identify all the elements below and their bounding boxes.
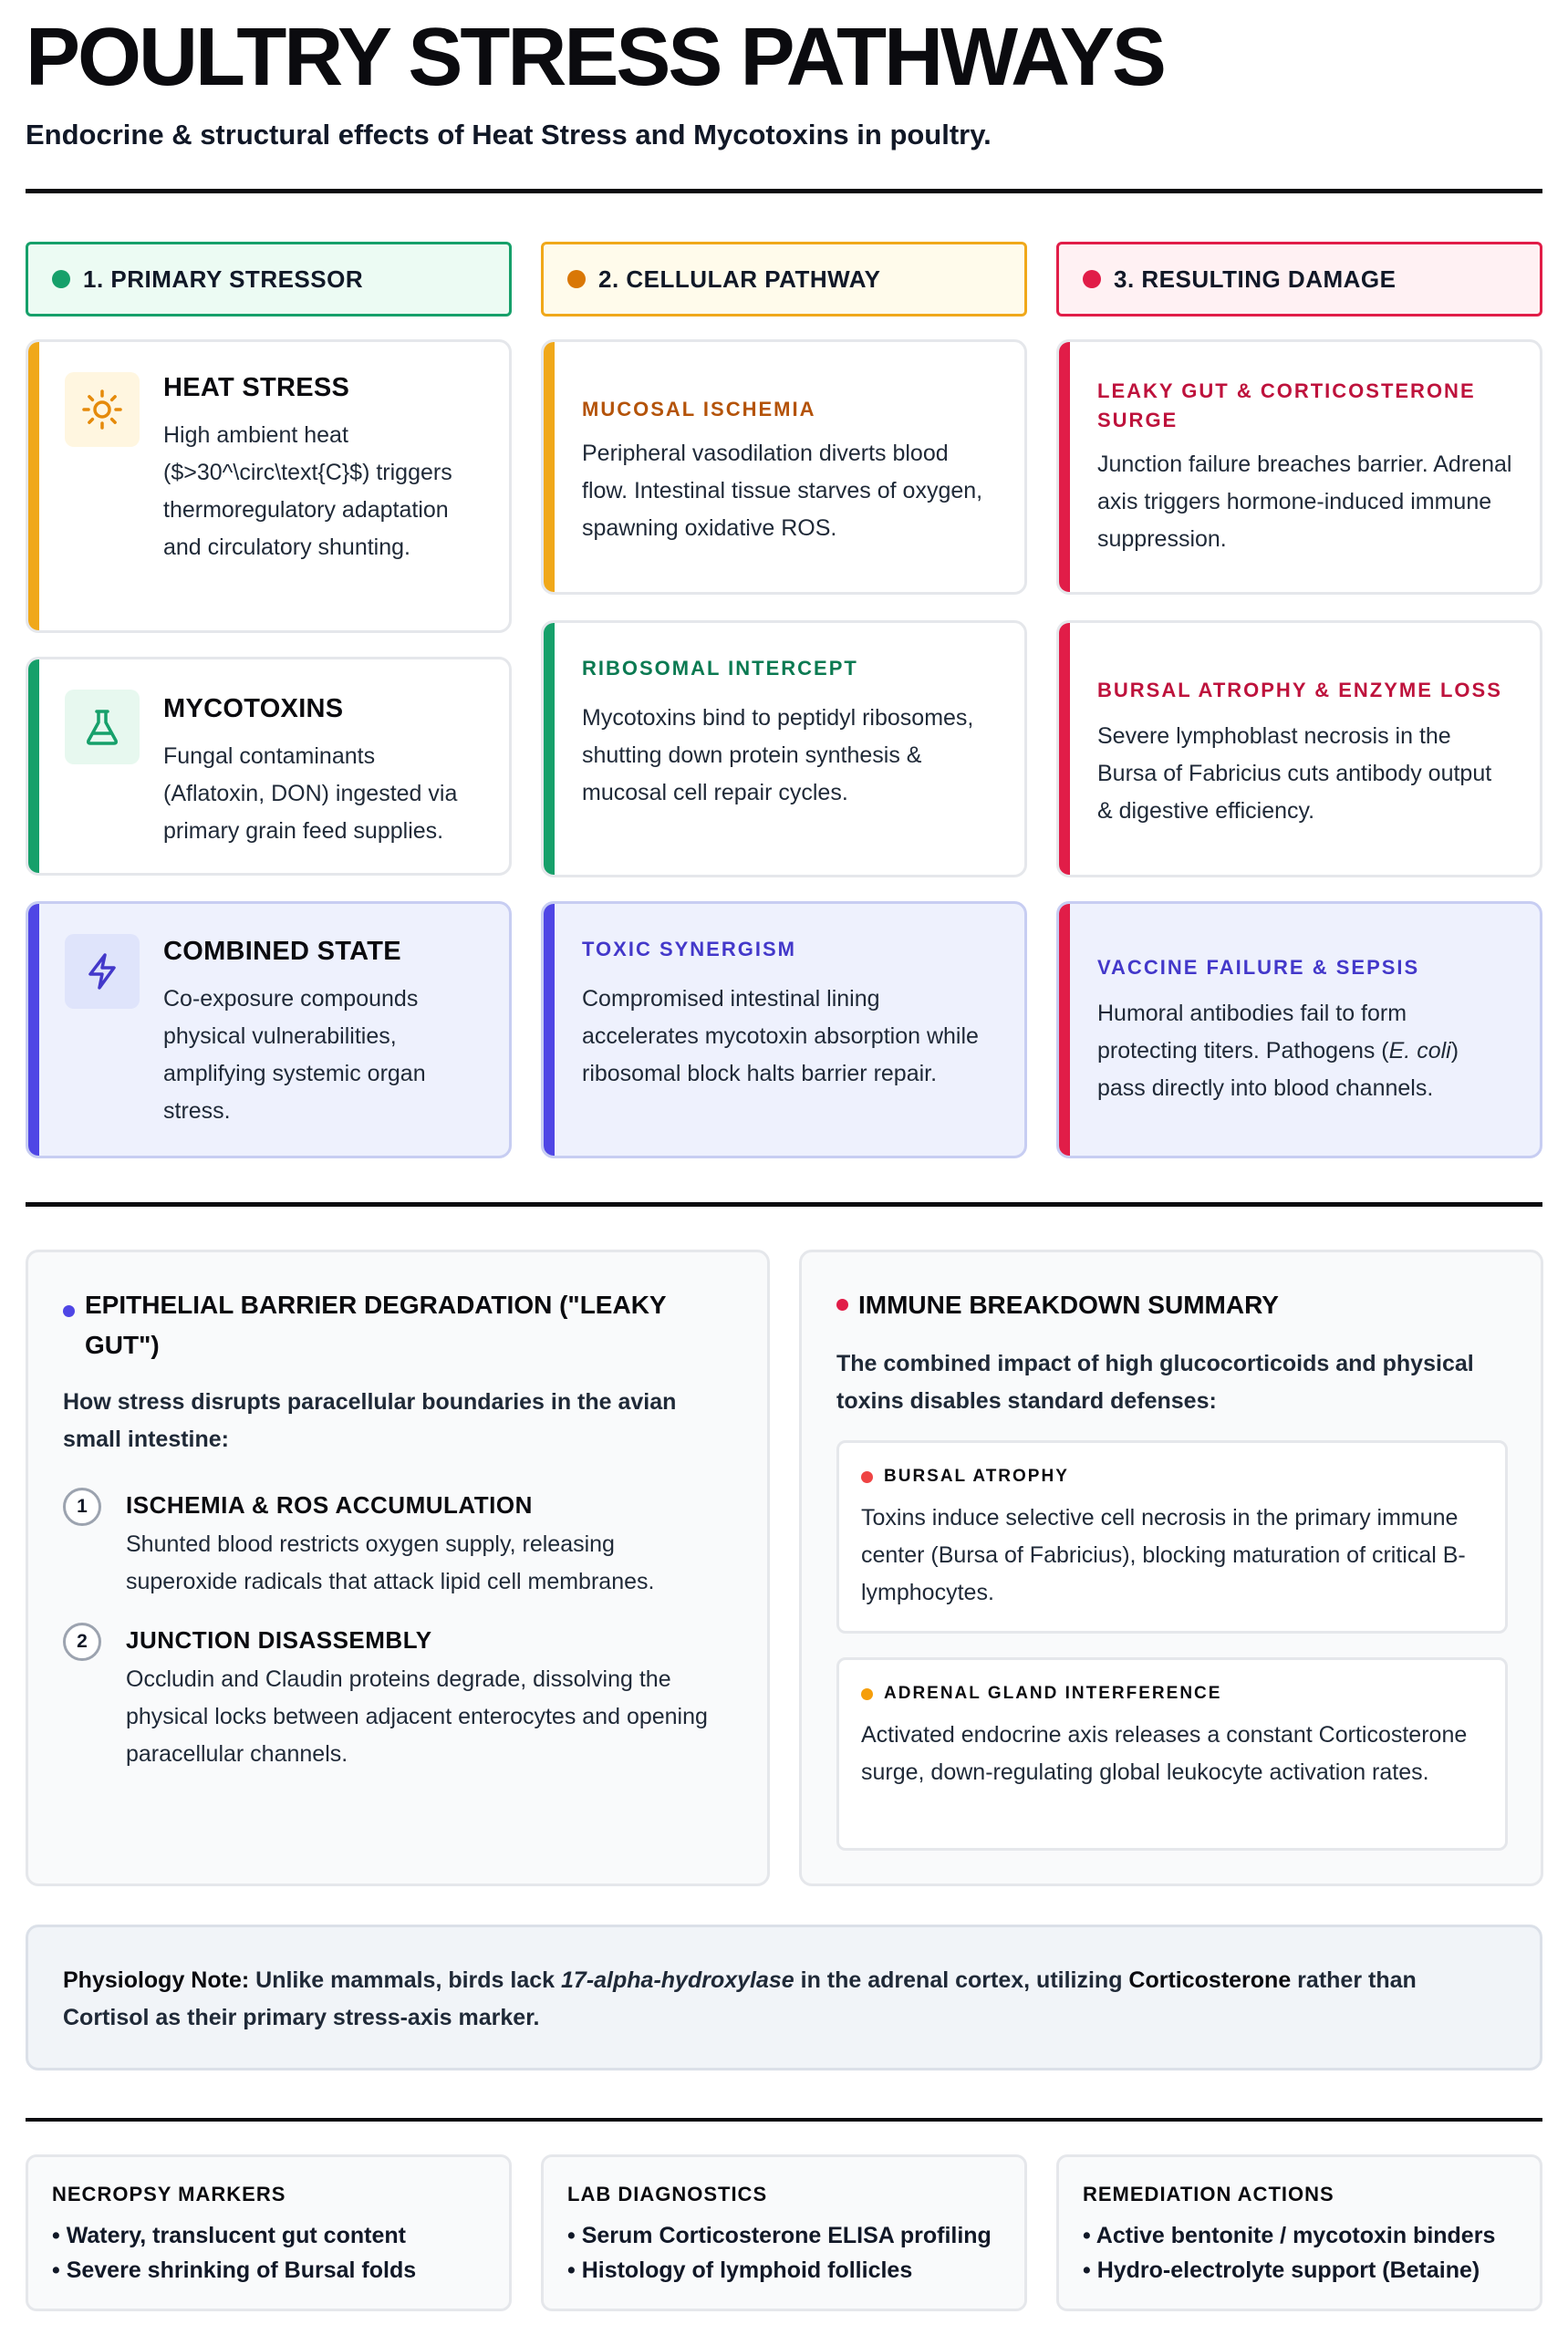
step-title: JUNCTION DISASSEMBLY xyxy=(126,1626,432,1654)
card-title: COMBINED STATE xyxy=(163,937,401,966)
card-body: Peripheral vasodilation diverts blood flow. Intestinal tissue starves of oxygen, spawning oxidative ROS. xyxy=(582,441,983,541)
stressor-card-combined xyxy=(26,901,512,1158)
card-body: Humoral antibodies fail to form protecting titers. Pathogens (E. coli) pass directly into blood channels. xyxy=(1097,1001,1459,1101)
footer-card-lab xyxy=(541,2154,1027,2311)
box-title: BURSAL ATROPHY xyxy=(884,1467,1069,1486)
status-dot xyxy=(1083,270,1101,288)
pathway-card-ischemia xyxy=(541,339,1027,595)
card-title: MYCOTOXINS xyxy=(163,694,344,723)
divider xyxy=(26,2118,1542,2122)
step-number: 2 xyxy=(63,1623,101,1661)
list-item: • Hydro-electrolyte support (Betaine) xyxy=(1083,2257,1480,2283)
damage-card-leaky-gut xyxy=(1056,339,1542,595)
card-title: VACCINE FAILURE & SEPSIS xyxy=(1097,956,1420,979)
immune-box-adrenal xyxy=(836,1657,1508,1851)
stressor-card-mycotoxins xyxy=(26,657,512,876)
card-title: HEAT STRESS xyxy=(163,373,350,402)
step-number: 1 xyxy=(63,1488,101,1526)
list-item: • Histology of lymphoid follicles xyxy=(567,2257,913,2283)
footer-title: LAB DIAGNOSTICS xyxy=(567,2183,768,2205)
card-title: BURSAL ATROPHY & ENZYME LOSS xyxy=(1097,679,1502,701)
pathway-card-synergism xyxy=(541,901,1027,1158)
column-label: 3. RESULTING DAMAGE xyxy=(1114,265,1397,293)
list-item: • Severe shrinking of Bursal folds xyxy=(52,2257,417,2283)
barrier-panel xyxy=(26,1250,770,1886)
page-title: POULTRY STRESS PATHWAYS xyxy=(26,12,1164,103)
footer-title: REMEDIATION ACTIONS xyxy=(1083,2183,1334,2205)
column-header-damage xyxy=(1056,242,1542,317)
box-body: Toxins induce selective cell necrosis in the primary immune center (Bursa of Fabricius), blocking maturation of critical B-lymphocytes. xyxy=(861,1505,1466,1605)
step-body: Occludin and Claudin proteins degrade, dissolving the physical locks between adjacent enterocytes and opening paracellular channels. xyxy=(126,1666,708,1767)
immune-box-bursal xyxy=(836,1440,1508,1634)
footer-title: NECROPSY MARKERS xyxy=(52,2183,286,2205)
column-header-pathway xyxy=(541,242,1027,317)
box-title: ADRENAL GLAND INTERFERENCE xyxy=(884,1684,1222,1703)
list-item: • Watery, translucent gut content xyxy=(52,2223,406,2248)
bullet-dot xyxy=(861,1471,873,1483)
card-body: Co-exposure compounds physical vulnerabilities, amplifying systemic organ stress. xyxy=(163,986,426,1124)
card-title: TOXIC SYNERGISM xyxy=(582,938,796,960)
step-title: ISCHEMIA & ROS ACCUMULATION xyxy=(126,1491,533,1519)
page-subtitle: Endocrine & structural effects of Heat Stress and Mycotoxins in poultry. xyxy=(26,119,992,150)
card-body: Fungal contaminants (Aflatoxin, DON) ingested via primary grain feed supplies. xyxy=(163,743,458,844)
card-body: High ambient heat ($>30^\circ\text{C}$) triggers thermoregulatory adaptation and circulatory shunting. xyxy=(163,422,452,560)
list-item: • Active bentonite / mycotoxin binders xyxy=(1083,2223,1496,2248)
box-body: Activated endocrine axis releases a constant Corticosterone surge, down-regulating global leukocyte activation rates. xyxy=(861,1722,1468,1785)
card-title: MUCOSAL ISCHEMIA xyxy=(582,398,816,420)
status-dot xyxy=(52,270,70,288)
sun-icon xyxy=(65,372,140,447)
damage-card-vaccine-failure xyxy=(1056,901,1542,1158)
card-body: Compromised intestinal lining accelerates mycotoxin absorption while ribosomal block halts barrier repair. xyxy=(582,986,979,1086)
step-body: Shunted blood restricts oxygen supply, releasing superoxide radicals that attack lipid cell membranes. xyxy=(126,1531,655,1594)
panel-intro: The combined impact of high glucocorticoids and physical toxins disables standard defenses: xyxy=(836,1351,1474,1414)
damage-card-bursal-atrophy xyxy=(1056,620,1542,877)
divider xyxy=(26,189,1542,193)
column-header-stressor xyxy=(26,242,512,317)
footer-card-necropsy xyxy=(26,2154,512,2311)
divider xyxy=(26,1202,1542,1207)
physiology-note: Physiology Note: Unlike mammals, birds lack 17-alpha-hydroxylase in the adrenal cortex, utilizing Corticosterone rather than Cortisol as their primary stress-axis marker. xyxy=(26,1925,1542,2070)
card-body: Mycotoxins bind to peptidyl ribosomes, shutting down protein synthesis & mucosal cell repair cycles. xyxy=(582,705,974,805)
pathway-card-ribosomal xyxy=(541,620,1027,877)
card-body: Junction failure breaches barrier. Adrenal axis triggers hormone-induced immune suppression. xyxy=(1097,451,1512,552)
bullet-dot xyxy=(63,1305,75,1317)
bullet-dot xyxy=(861,1688,873,1700)
column-label: 1. PRIMARY STRESSOR xyxy=(83,265,364,293)
panel-title: EPITHELIAL BARRIER DEGRADATION ("LEAKY GUT") xyxy=(85,1291,667,1359)
column-label: 2. CELLULAR PATHWAY xyxy=(598,265,881,293)
panel-title: IMMUNE BREAKDOWN SUMMARY xyxy=(858,1291,1279,1319)
card-title: RIBOSOMAL INTERCEPT xyxy=(582,657,858,680)
panel-intro: How stress disrupts paracellular boundaries in the avian small intestine: xyxy=(63,1389,677,1452)
list-item: • Serum Corticosterone ELISA profiling xyxy=(567,2223,992,2248)
bullet-dot xyxy=(836,1299,848,1311)
stressor-card-heat xyxy=(26,339,512,633)
lightning-icon xyxy=(65,934,140,1009)
status-dot xyxy=(567,270,586,288)
footer-card-remediation xyxy=(1056,2154,1542,2311)
flask-icon xyxy=(65,690,140,764)
immune-panel xyxy=(799,1250,1543,1886)
card-title: LEAKY GUT & CORTICOSTERONE SURGE xyxy=(1097,379,1476,431)
card-body: Severe lymphoblast necrosis in the Bursa of Fabricius cuts antibody output & digestive efficiency. xyxy=(1097,723,1492,824)
